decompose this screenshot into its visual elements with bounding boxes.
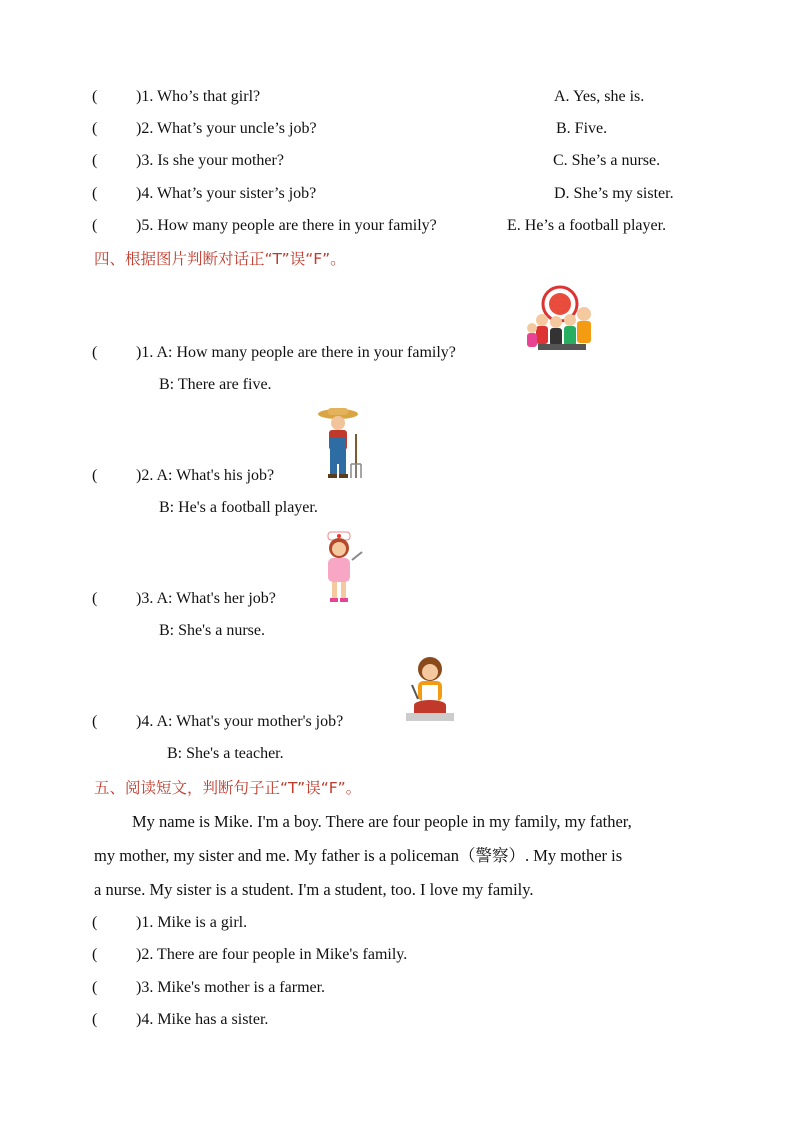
cook-icon [404, 655, 456, 723]
section-heading: 五、阅读短文，判断句子正“T”误“F”。 [94, 779, 362, 797]
family-icon [520, 284, 600, 360]
question-text: )3. Is she your mother? [136, 152, 284, 169]
dialog-line-a: )4. A: What's your mother's job? [136, 713, 344, 730]
answer-blank[interactable]: ( [92, 914, 98, 931]
answer-blank[interactable]: ( [92, 152, 98, 169]
answer-blank[interactable]: ( [92, 713, 98, 730]
section-heading: 四、根据图片判断对话正“T”误“F”。 [94, 250, 346, 268]
answer-blank[interactable]: ( [92, 467, 98, 484]
answer-option: B. Five. [556, 120, 608, 137]
answer-blank[interactable]: ( [92, 946, 98, 963]
dialog-line-a: )2. A: What's his job? [136, 467, 275, 484]
answer-option: E. He’s a football player. [507, 217, 667, 234]
answer-option: C. She’s a nurse. [553, 152, 661, 169]
answer-blank[interactable]: ( [92, 590, 98, 607]
dialog-line-b: B: She's a nurse. [159, 622, 265, 639]
answer-blank[interactable]: ( [92, 120, 98, 137]
statement-text: )2. There are four people in Mike's family. [136, 946, 408, 963]
dialog-line-a: )3. A: What's her job? [136, 590, 276, 607]
reading-passage [94, 805, 706, 907]
statement-text: )4. Mike has a sister. [136, 1011, 269, 1028]
dialog-line-b: B: There are five. [159, 376, 272, 393]
dialog-line-a: )1. A: How many people are there in your family? [136, 344, 456, 361]
statement-text: )1. Mike is a girl. [136, 914, 248, 931]
answer-blank[interactable]: ( [92, 344, 98, 361]
question-text: )4. What’s your sister’s job? [136, 185, 317, 202]
answer-blank[interactable]: ( [92, 979, 98, 996]
question-text: )5. How many people are there in your family? [136, 217, 437, 234]
statement-text: )3. Mike's mother is a farmer. [136, 979, 326, 996]
answer-blank[interactable]: ( [92, 1011, 98, 1028]
passage-line: My name is Mike. I'm a boy. There are four people in my family, my father, [132, 812, 632, 831]
answer-blank[interactable]: ( [92, 217, 98, 234]
passage-line: a nurse. My sister is a student. I'm a student, too. I love my family. [94, 880, 534, 899]
farmer-icon [316, 406, 364, 480]
question-text: )1. Who’s that girl? [136, 88, 261, 105]
answer-option: A. Yes, she is. [554, 88, 645, 105]
dialog-line-b: B: She's a teacher. [167, 745, 284, 762]
dialog-line-b: B: He's a football player. [159, 499, 318, 516]
question-text: )2. What’s your uncle’s job? [136, 120, 317, 137]
passage-line: my mother, my sister and me. My father is a policeman（警察）. My mother is [94, 846, 623, 865]
answer-blank[interactable]: ( [92, 185, 98, 202]
nurse-icon [314, 530, 366, 604]
answer-blank[interactable]: ( [92, 88, 98, 105]
answer-option: D. She’s my sister. [554, 185, 674, 202]
